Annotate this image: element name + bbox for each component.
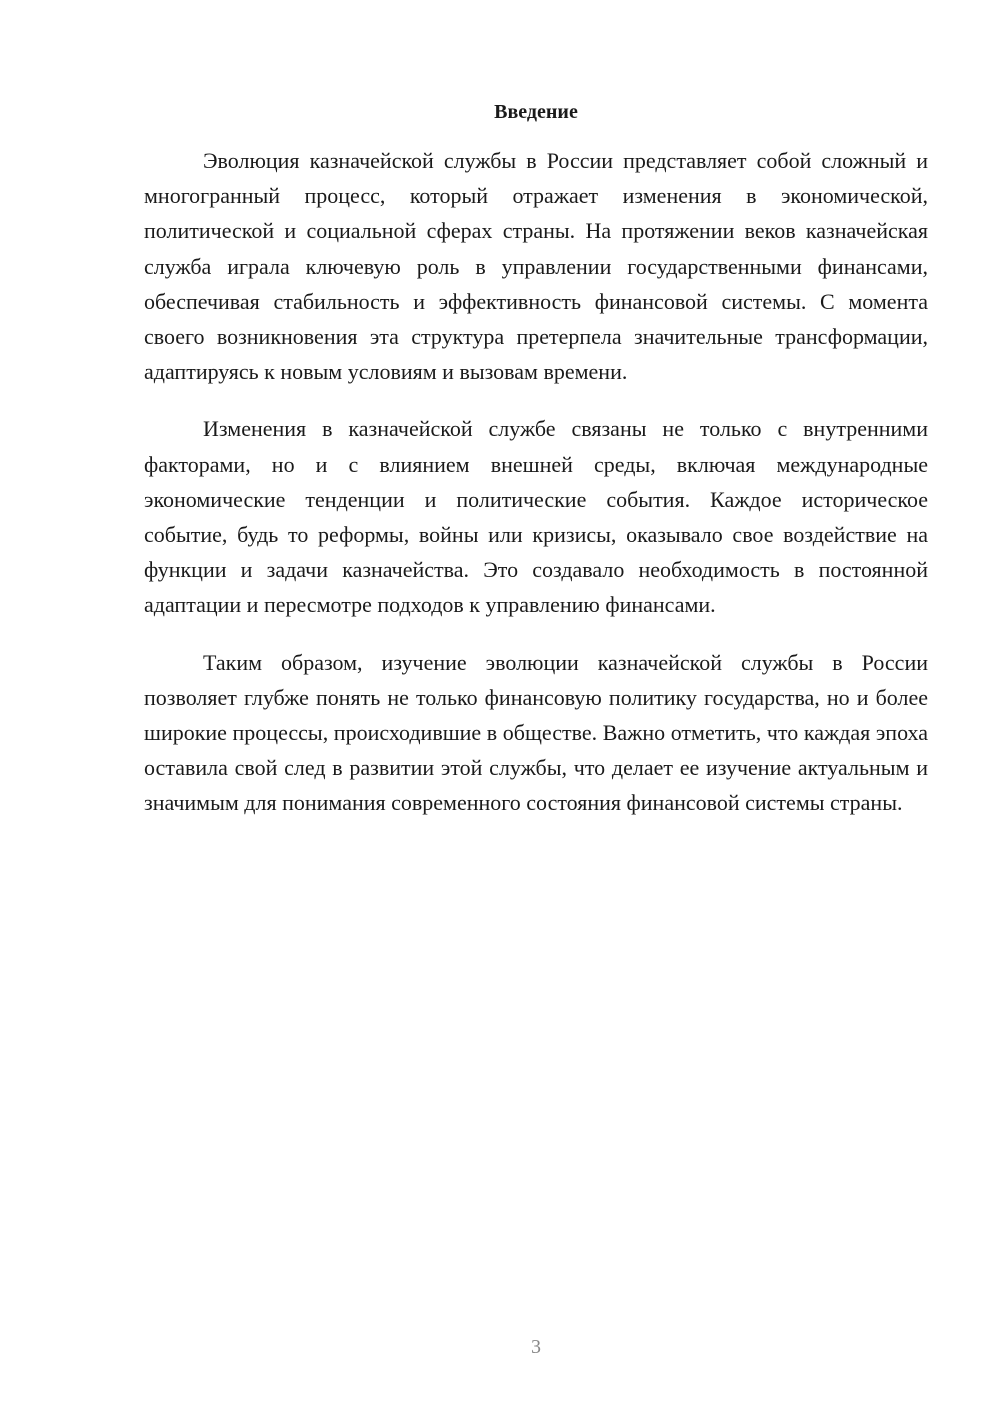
paragraph-1: Эволюция казначейской службы в России представляет собой сложный и многогранный процесс, который отражает изменения в экономической, политической и социальной сферах страны. На протяжении веков казначейская служба играла ключевую роль в управлении государственными финансами, обеспечивая стабильность и эффективность финансовой системы. С момента своего возникновения эта структура претерпела значительные трансформации, адаптируясь к новым условиям и вызовам времени.	[144, 148, 928, 385]
paragraph-2: Изменения в казначейской службе связаны не только с внутренними факторами, но и с влиянием внешней среды, включая международные экономические тенденции и политические события. Каждое историческое событие, будь то реформы, войны или кризисы, оказывало свое воздействие на функции и задачи казначейства. Это создавало необходимость в постоянной адаптации и пересмотре подходов к управлению финансами.	[144, 416, 928, 618]
section-heading: Введение	[494, 101, 578, 123]
paragraph-3: Таким образом, изучение эволюции казначейской службы в России позволяет глубже понять не только финансовую политику государства, но и более широкие процессы, происходившие в обществе. Важно отметить, что каждая эпоха оставила свой след в развитии этой службы, что делает ее изучение актуальным и значимым для понимания современного состояния финансовой системы страны.	[144, 649, 928, 816]
page-number: 3	[531, 1336, 541, 1358]
body-text	[144, 143, 928, 843]
